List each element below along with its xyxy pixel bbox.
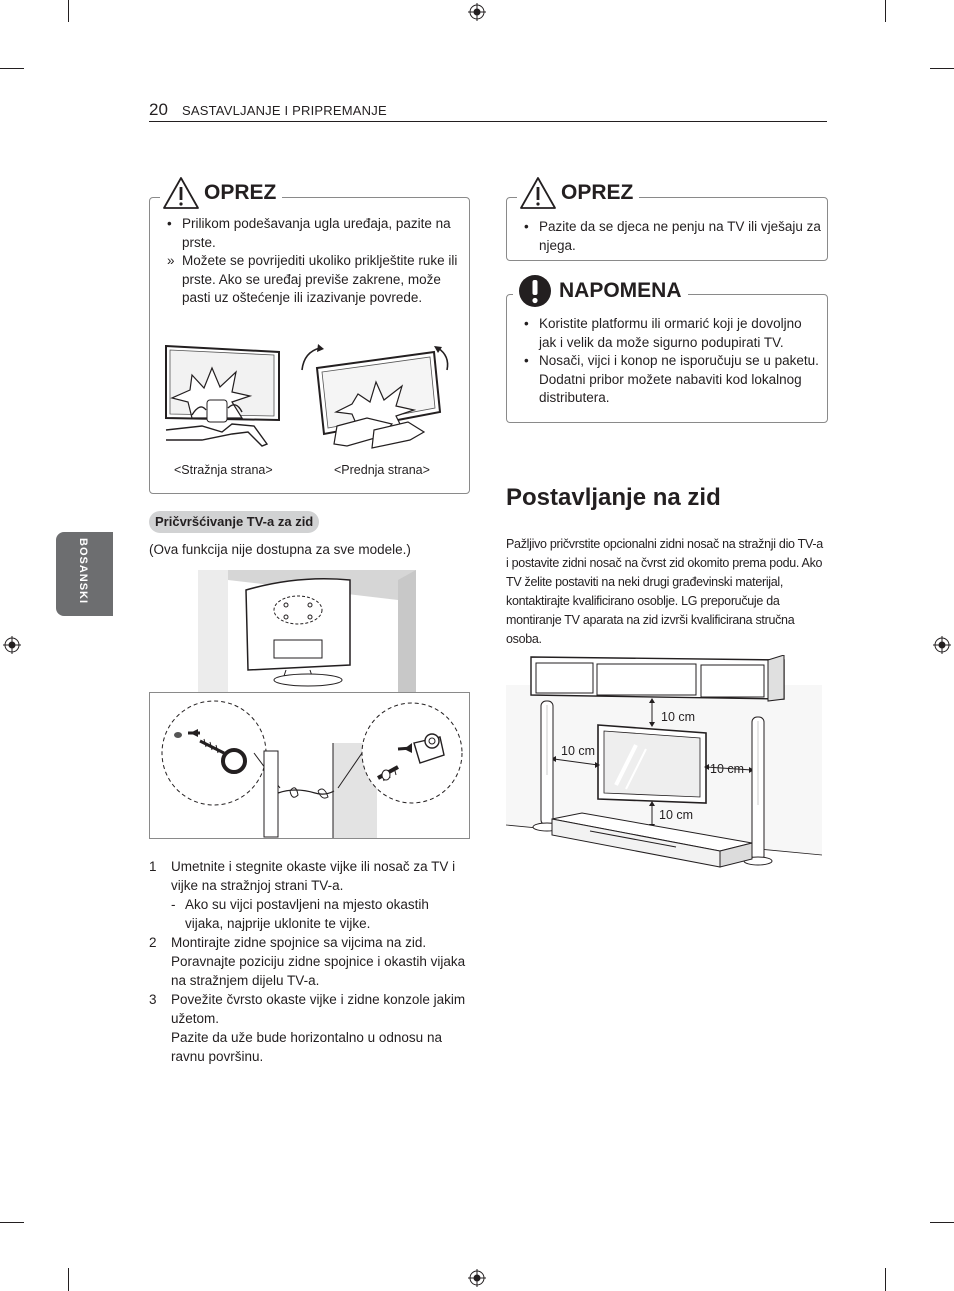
- tv-pinch-illustration: [162, 340, 462, 458]
- clearance-right-label: 10 cm: [710, 762, 745, 776]
- warning-triangle-icon: [162, 176, 200, 210]
- page-number: 20: [149, 100, 168, 119]
- step-item: 3 Povežite čvrsto okaste vijke i zidne konzole jakim užetom. Pazite da uže bude horizontalno u odnosu na ravnu površinu.: [149, 990, 469, 1066]
- header-rule: [149, 121, 827, 122]
- caution-title: OPREZ: [561, 181, 634, 204]
- clearance-top-label: 10 cm: [661, 710, 696, 724]
- note-item: • Nosači, vijci i konop ne isporučuju se u paketu. Dodatni pribor možete nabaviti kod lokalnog distributera.: [524, 353, 819, 405]
- tv-front-illustration: [302, 344, 448, 448]
- wall-mount-heading: Postavljanje na zid: [506, 484, 721, 511]
- step-subitem: - Ako su vijci postavljeni na mjesto okastih vijaka, najprije uklonite te vijke.: [171, 897, 429, 931]
- wall-bracket-rope-illustration: [150, 693, 469, 838]
- warning-triangle-icon: [519, 176, 557, 210]
- caution-header-left: [160, 175, 282, 211]
- caution-header-right: [517, 175, 639, 211]
- tv-back-illustration: [166, 346, 279, 446]
- language-side-tab: [56, 532, 113, 616]
- exclamation-icon: [515, 273, 555, 309]
- caption-front-side: <Prednja strana>: [334, 463, 430, 477]
- step-item: 1 Umetnite i stegnite okaste vijke ili nosač za TV i vijke na stražnjoj strani TV-a. - Ako su vijci postavljeni na mjesto okastih vijaka, najprije uklonite te vijke.: [149, 857, 469, 933]
- section-title: SASTAVLJANJE I PRIPREMANJE: [182, 103, 387, 118]
- installation-steps: [149, 857, 469, 1066]
- section-pill-wall-secure: Pričvršćivanje TV-a za zid: [149, 511, 319, 533]
- caution-box-left: [149, 197, 470, 494]
- caution-list: [162, 215, 464, 308]
- wall-secure-diagram-box: [149, 692, 470, 839]
- clearance-left-label: 10 cm: [561, 744, 596, 758]
- note-box: [506, 294, 828, 423]
- caption-back-side: <Stražnja strana>: [174, 463, 273, 477]
- registration-mark-icon: [468, 1269, 486, 1287]
- registration-mark-icon: [933, 636, 951, 654]
- tv-back-eyebolt-illustration: [198, 570, 416, 692]
- step-item: 2 Montirajte zidne spojnice sa vijcima na zid. Poravnajte poziciju zidne spojnice i okastih vijaka na stražnjem dijelu TV-a.: [149, 935, 466, 988]
- note-item: • Koristite platformu ili ormarić koji je dovoljno jak i velik da može sigurno podupirati TV.: [524, 316, 802, 350]
- registration-mark-icon: [3, 636, 21, 654]
- step-extra-note: Pazite da uže bude horizontalno u odnosu na ravnu površinu.: [171, 1030, 442, 1064]
- registration-mark-icon: [468, 3, 486, 21]
- wall-mount-clearance-illustration: [506, 655, 822, 870]
- clearance-bottom-label: 10 cm: [659, 808, 694, 822]
- availability-note: (Ova funkcija nije dostupna za sve modele.): [149, 542, 411, 557]
- caution-item: • Pazite da se djeca ne penju na TV ili vješaju za njega.: [524, 219, 821, 253]
- note-header: [513, 271, 688, 311]
- note-title: NAPOMENA: [559, 279, 682, 302]
- caution-item: » Možete se povrijediti ukoliko priklještite ruke ili prste. Ako se uređaj previše zakrene, može pasti uz oštećenje ili izazivanje povrede.: [167, 253, 458, 305]
- language-label: BOSANSKI: [77, 538, 89, 605]
- caution-title: OPREZ: [204, 181, 277, 204]
- wall-mount-paragraph: Pažljivo pričvrstite opcionalni zidni nosač na stražnji dio TV-a i postavite zidni nosač na čvrst zid okomito prema podu. Ako TV želite postaviti na neki drugi građevinski materijal, kontaktirajte kvalificirano osoblje. LG preporučuje da montiranje TV aparata na zid izvrši kvalificirana stručna osoba.: [506, 537, 823, 646]
- caution-item: • Prilikom podešavanja ugla uređaja, pazite na prste.: [167, 216, 451, 250]
